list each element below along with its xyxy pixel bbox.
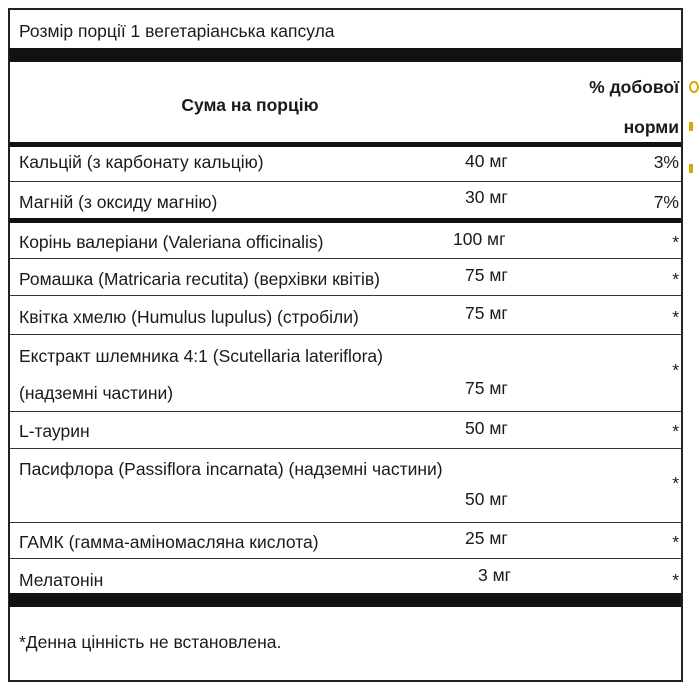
ingredient-amount: 25 мг (465, 528, 508, 548)
ingredient-dv: * (672, 232, 679, 252)
nutrient-name: Кальцій (з карбонату кальцію) (19, 152, 264, 172)
cropped-edge-mark (689, 160, 700, 178)
ingredient-amount: 3 мг (478, 565, 512, 585)
ingredient-amount: 50 мг (465, 418, 508, 438)
ingredient-name-line1: Пасифлора (Passiflora incarnata) (надземні частини) (19, 459, 443, 479)
serving-size: Розмір порції 1 вегетаріанська капсула (19, 21, 335, 41)
ingredient-amount: 100 мг (453, 229, 506, 249)
row-divider (9, 448, 681, 449)
ingredient-dv: * (672, 307, 679, 327)
ingredient-name: ГАМК (гамма-аміномасляна кислота) (19, 532, 319, 552)
ingredient-dv: * (672, 269, 679, 289)
row-divider (9, 181, 681, 182)
nutrient-dv: 3% (653, 152, 679, 172)
row-divider (9, 522, 681, 523)
bottom-divider-thick (9, 593, 681, 607)
cropped-edge-mark (689, 80, 700, 98)
ingredient-name: Квітка хмелю (Humulus lupulus) (стробіли) (19, 307, 359, 327)
row-divider (9, 258, 681, 259)
daily-value-header-line1: % добової (589, 77, 679, 97)
section-divider (9, 218, 681, 223)
ingredient-amount: 75 мг (465, 378, 508, 398)
ingredient-name: Мелатонін (19, 570, 104, 590)
ingredient-amount: 50 мг (465, 489, 508, 509)
ingredient-name-line2: (надземні частини) (19, 383, 174, 403)
cropped-edge-mark (689, 118, 700, 136)
ingredient-dv: * (672, 360, 679, 380)
ingredient-dv: * (672, 532, 679, 552)
ingredient-name: Ромашка (Matricaria recutita) (верхівки квітів) (19, 269, 380, 289)
amount-per-serving-header: Сума на порцію (181, 95, 319, 115)
ingredient-dv: * (672, 473, 679, 493)
row-divider (9, 334, 681, 335)
row-divider (9, 411, 681, 412)
ingredient-name: L-таурин (19, 421, 90, 441)
nutrient-amount: 30 мг (465, 187, 508, 207)
ingredient-name-line1: Екстракт шлемника 4:1 (Scutellaria lateriflora) (19, 346, 383, 366)
header-divider-medium (9, 142, 681, 147)
ingredient-amount: 75 мг (465, 303, 508, 323)
nutrient-name: Магній (з оксиду магнію) (19, 192, 218, 212)
ingredient-amount: 75 мг (465, 265, 508, 285)
row-divider (9, 558, 681, 559)
row-divider (9, 295, 681, 296)
daily-value-header-line2: норми (623, 117, 679, 137)
ingredient-name: Корінь валеріани (Valeriana officinalis) (19, 232, 324, 252)
ingredient-dv: * (672, 421, 679, 441)
nutrient-amount: 40 мг (465, 151, 508, 171)
header-divider-thick (9, 48, 681, 62)
nutrient-dv: 7% (653, 192, 679, 212)
ingredient-dv: * (672, 570, 679, 590)
footnote: *Денна цінність не встановлена. (19, 632, 282, 652)
